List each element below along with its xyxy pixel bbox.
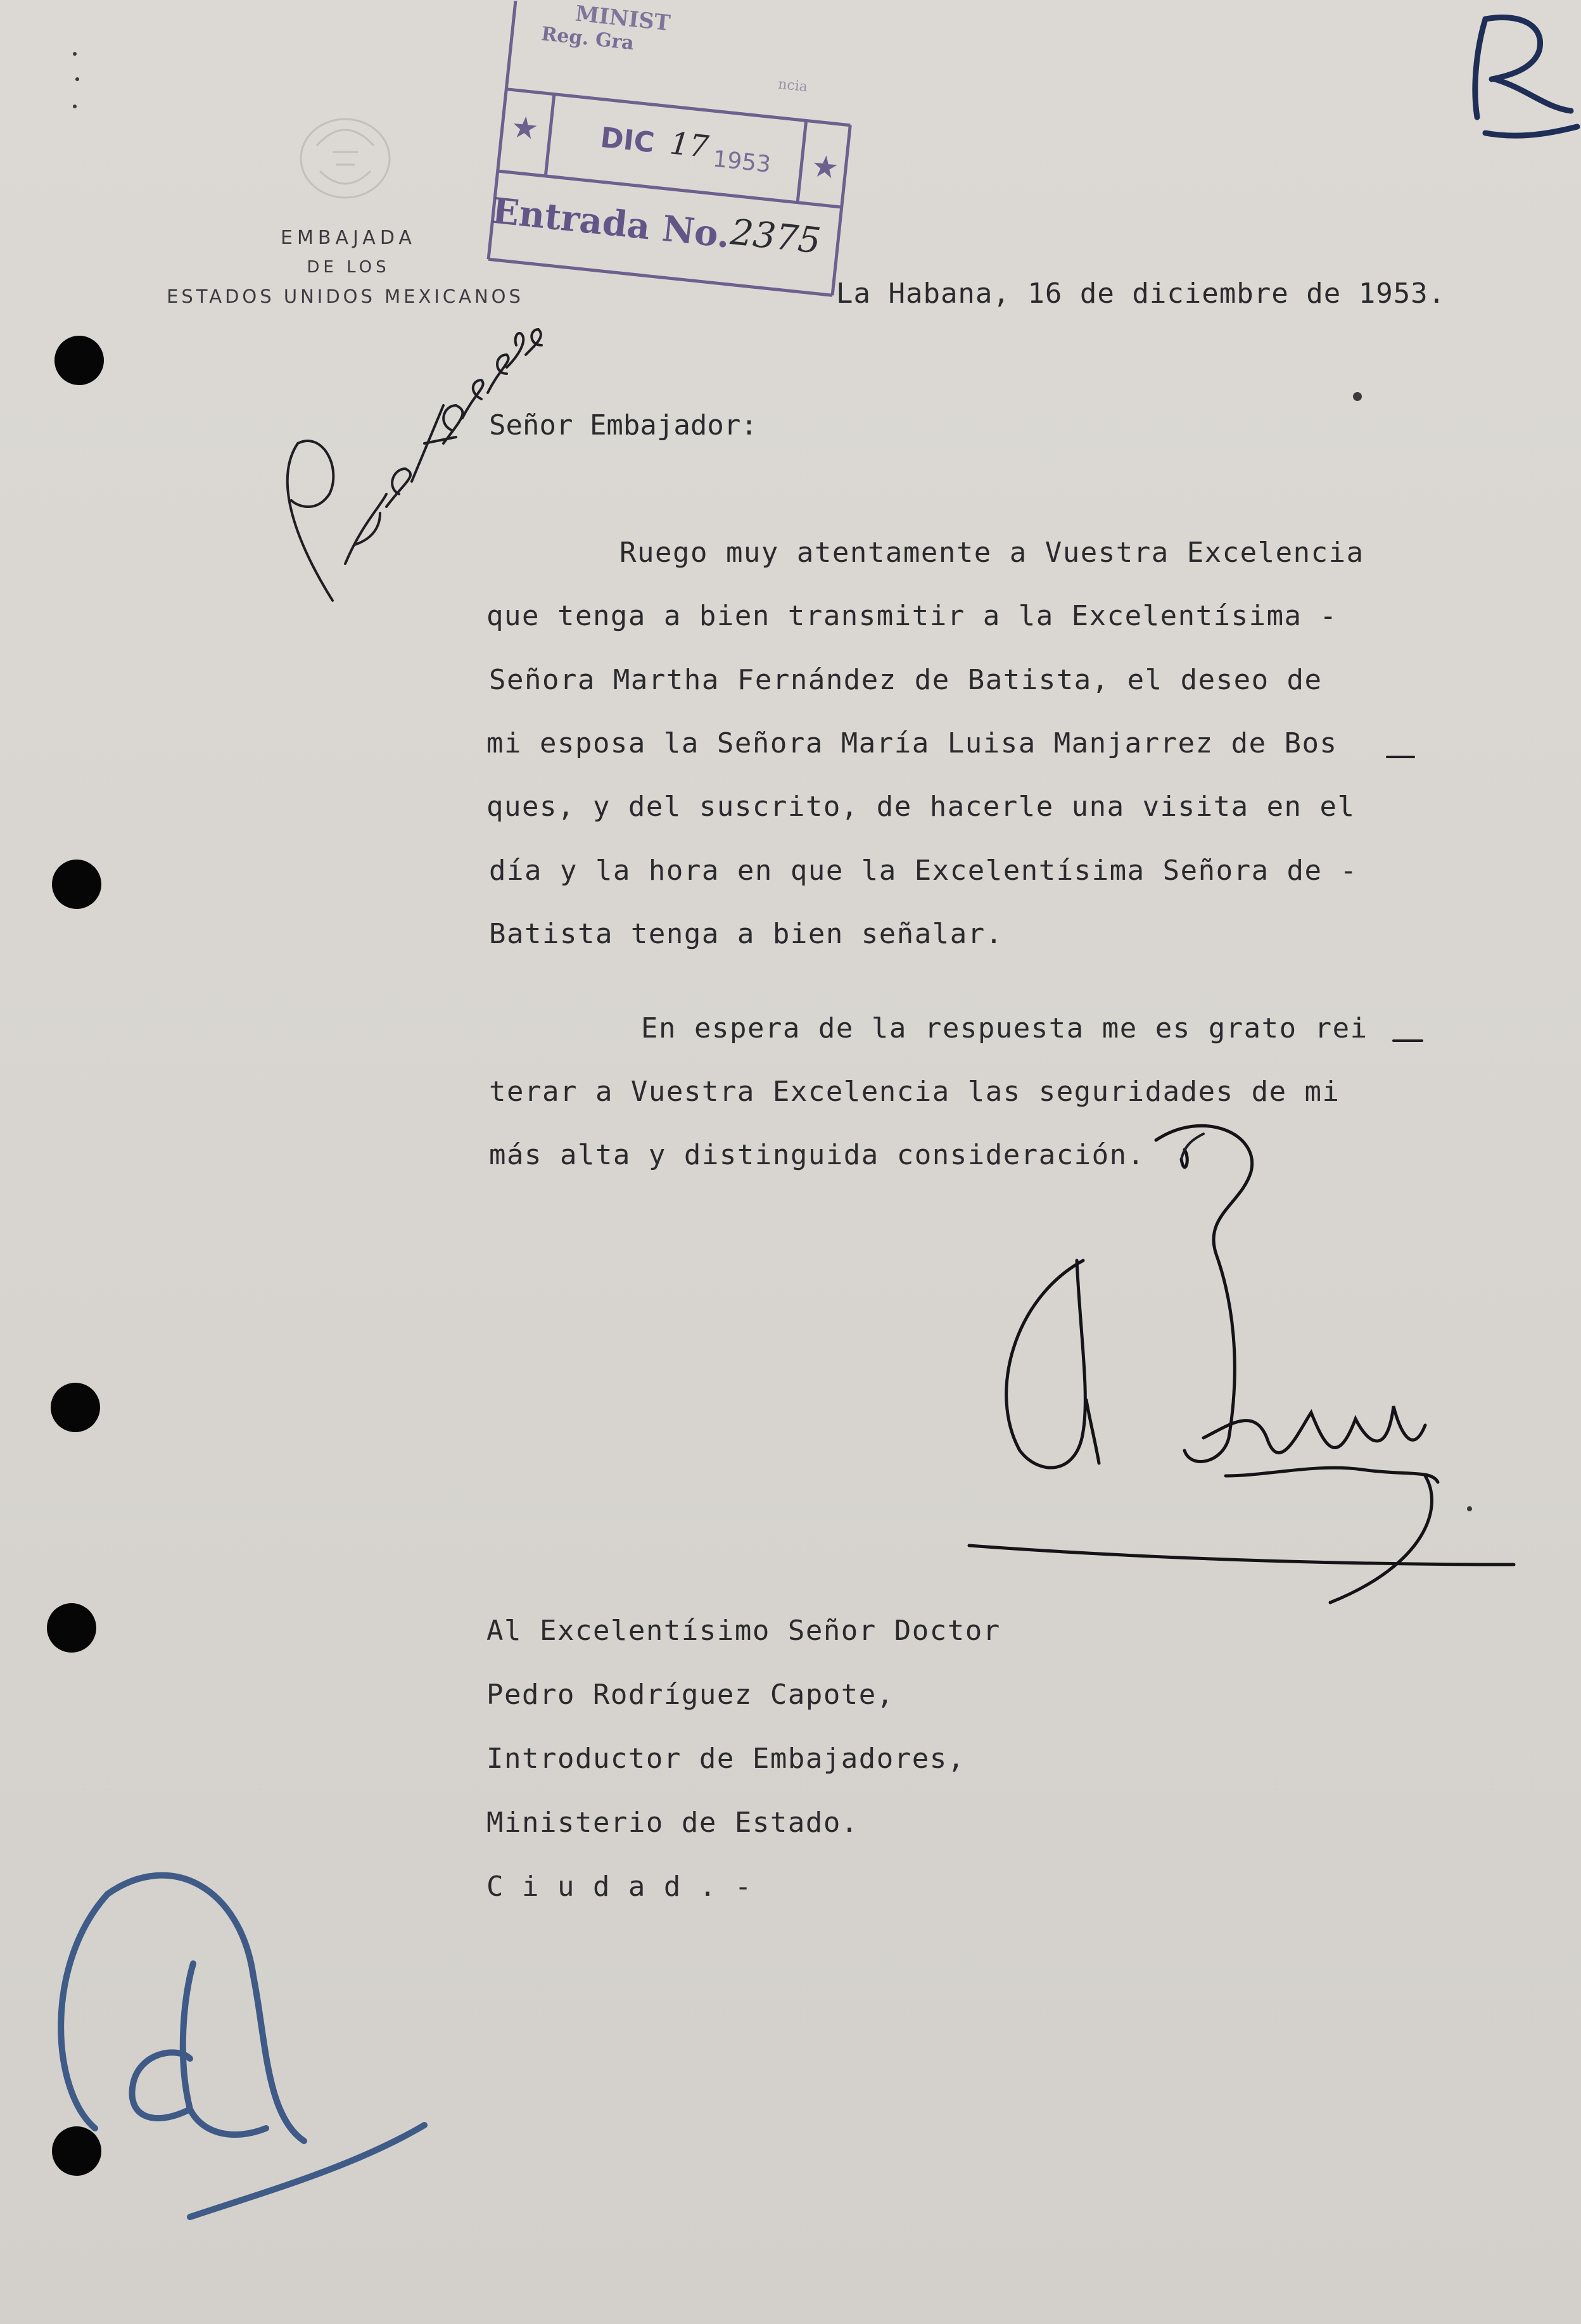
- stamp-entry-number: 2375: [728, 212, 823, 262]
- paragraph-line: mi esposa la Señora María Luisa Manjarrez de Bos: [486, 727, 1338, 759]
- paragraph-line: más alta y distinguida consideración.: [489, 1139, 1145, 1171]
- margin-note-protocolo: [288, 329, 542, 600]
- addressee-line: C i u d a d . -: [486, 1870, 752, 1903]
- letterhead-embassy: EMBAJADA: [281, 227, 416, 249]
- addressee-line: Ministerio de Estado.: [486, 1806, 859, 1839]
- paragraph-line: Ruego muy atentamente a Vuestra Excelencia: [619, 537, 1364, 569]
- addressee-line: Al Excelentísimo Señor Doctor: [486, 1615, 1001, 1647]
- stamp-year: 1953: [711, 146, 772, 178]
- stamp-star-icon: ★: [810, 148, 841, 187]
- ink-specks: [73, 52, 1472, 1511]
- paragraph-line: terar a Vuestra Excelencia las seguridades de mi: [489, 1076, 1340, 1108]
- addressee-line: Pedro Rodríguez Capote,: [486, 1679, 894, 1711]
- addressee-line: Introductor de Embajadores,: [486, 1743, 965, 1775]
- paragraph-line: día y la hora en que la Excelentísima Señora de -: [489, 854, 1358, 887]
- signature: [969, 1126, 1514, 1603]
- text-corrections: [1181, 757, 1422, 1159]
- paragraph-line: Batista tenga a bien señalar.: [489, 918, 1003, 950]
- paragraph-line: que tenga a bien transmitir a la Excelentísima -: [486, 600, 1338, 632]
- stamp-entry-label: Entrada No.: [490, 189, 732, 257]
- letter-date: La Habana, 16 de diciembre de 1953.: [836, 277, 1446, 310]
- paragraph-line: ques, y del suscrito, de hacerle una visita en el: [486, 791, 1356, 823]
- letterhead-de-los: DE LOS: [307, 258, 390, 277]
- stamp-registry: Reg. Gra: [540, 23, 635, 55]
- letterhead-country: ESTADOS UNIDOS MEXICANOS: [167, 286, 524, 307]
- stamp-department: ncia: [777, 76, 809, 96]
- salutation: Señor Embajador:: [489, 409, 758, 441]
- stamp-month: DIC: [599, 121, 656, 160]
- stamp-ministry: MINIST: [574, 1, 672, 37]
- stamp-day: 17: [668, 125, 711, 165]
- stamp-star-icon: ★: [509, 108, 540, 148]
- blue-pencil-mark: [61, 1876, 424, 2217]
- paragraph-line: Señora Martha Fernández de Batista, el deseo de: [489, 664, 1323, 696]
- paragraph-line: En espera de la respuesta me es grato rei: [641, 1012, 1368, 1045]
- corner-mark-r: [1475, 17, 1577, 136]
